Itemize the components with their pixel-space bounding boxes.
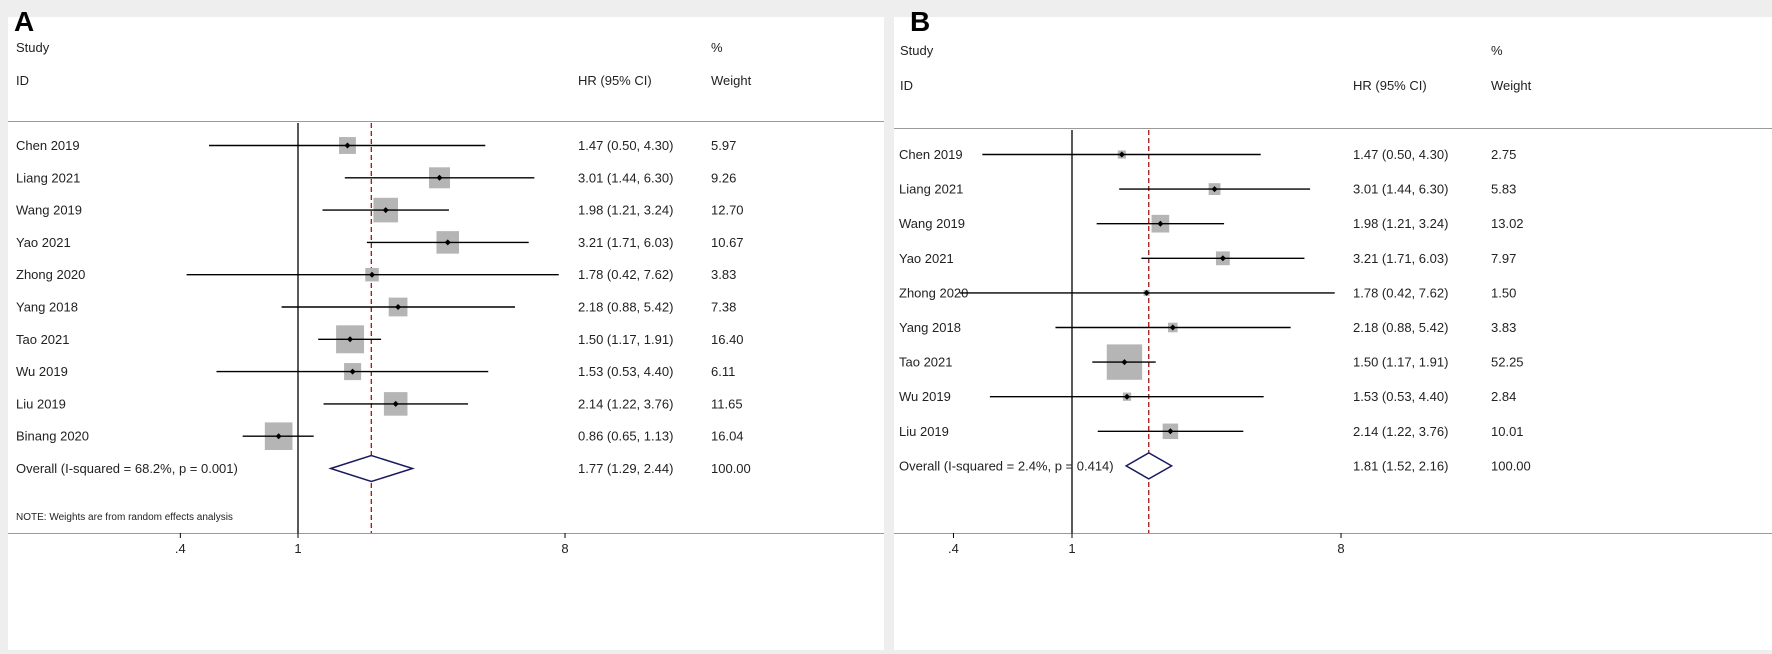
overall-hr-ci: 1.81 (1.52, 2.16) — [1353, 458, 1449, 474]
study-label: Zhong 2020 — [16, 267, 86, 283]
study-label: Liang 2021 — [16, 170, 81, 186]
hr-ci-value: 3.21 (1.71, 6.03) — [1353, 250, 1449, 266]
study-label: Wu 2019 — [16, 364, 68, 380]
x-tick-label: 1 — [1068, 541, 1076, 556]
weight-value: 16.40 — [711, 331, 744, 347]
weight-value: 11.65 — [711, 396, 743, 412]
header-id: ID — [900, 78, 913, 93]
hr-ci-value: 3.21 (1.71, 6.03) — [578, 234, 674, 250]
hr-ci-value: 3.01 (1.44, 6.30) — [1353, 181, 1449, 197]
hr-ci-value: 1.50 (1.17, 1.91) — [578, 331, 674, 347]
weight-value: 3.83 — [1491, 320, 1517, 335]
study-label: Yang 2018 — [899, 320, 961, 335]
study-label: Liu 2019 — [899, 423, 949, 439]
hr-ci-value: 1.47 (0.50, 4.30) — [1353, 147, 1449, 162]
overall-label: Overall (I-squared = 68.2%, p = 0.001) — [16, 461, 238, 476]
hr-ci-value: 2.18 (0.88, 5.42) — [578, 299, 674, 315]
weight-value: 5.97 — [711, 138, 737, 153]
weight-value: 1.50 — [1491, 285, 1517, 301]
study-label: Chen 2019 — [899, 147, 963, 162]
forest-plot-b — [886, 0, 1772, 654]
plot-area-a — [0, 0, 884, 654]
header-study: Study — [900, 43, 934, 58]
weight-value: 2.75 — [1491, 147, 1517, 162]
header-pct: % — [711, 40, 723, 55]
x-tick-label: .4 — [174, 541, 186, 556]
hr-ci-value: 1.53 (0.53, 4.40) — [578, 364, 674, 380]
hr-ci-value: 1.50 (1.17, 1.91) — [1353, 354, 1449, 370]
weight-value: 10.67 — [711, 234, 744, 250]
weight-value: 2.84 — [1491, 389, 1517, 405]
header-weight: Weight — [1491, 78, 1532, 93]
weight-value: 5.83 — [1491, 181, 1517, 197]
overall-weight: 100.00 — [711, 461, 751, 476]
study-label: Chen 2019 — [16, 138, 80, 153]
hr-ci-value: 2.14 (1.22, 3.76) — [1353, 423, 1449, 439]
header-hr: HR (95% CI) — [1353, 78, 1427, 93]
header-study: Study — [16, 40, 50, 55]
study-label: Wang 2019 — [899, 216, 966, 232]
header-weight: Weight — [711, 73, 752, 88]
overall-label: Overall (I-squared = 2.4%, p = 0.414) — [899, 458, 1114, 474]
study-label: Yao 2021 — [899, 250, 954, 266]
study-label: Liu 2019 — [16, 396, 66, 412]
header-pct: % — [1491, 43, 1503, 58]
study-label: Yao 2021 — [16, 234, 71, 250]
hr-ci-value: 0.86 (0.65, 1.13) — [578, 428, 674, 444]
weight-value: 52.25 — [1491, 354, 1524, 370]
weight-value: 3.83 — [711, 267, 737, 283]
x-tick-label: .4 — [948, 541, 959, 556]
overall-hr-ci: 1.77 (1.29, 2.44) — [578, 461, 674, 476]
weight-value: 7.38 — [711, 299, 737, 315]
panel-label-b: B — [910, 6, 931, 37]
weight-value: 9.26 — [711, 170, 737, 186]
note-text: NOTE: Weights are from random effects analysis — [16, 512, 233, 523]
study-label: Tao 2021 — [16, 331, 70, 347]
hr-ci-value: 2.18 (0.88, 5.42) — [1353, 320, 1449, 335]
study-label: Wang 2019 — [16, 202, 83, 218]
weight-value: 10.01 — [1491, 423, 1524, 439]
hr-ci-value: 1.98 (1.21, 3.24) — [1353, 216, 1449, 232]
header-hr: HR (95% CI) — [578, 73, 652, 88]
forest-plot-a — [0, 0, 884, 654]
weight-value: 12.70 — [711, 202, 744, 218]
overall-diamond — [331, 456, 413, 482]
study-label: Wu 2019 — [899, 389, 951, 405]
weight-value: 13.02 — [1491, 216, 1524, 232]
overall-weight: 100.00 — [1491, 458, 1531, 474]
hr-ci-value: 1.47 (0.50, 4.30) — [578, 138, 674, 153]
plot-area-b — [886, 0, 1772, 654]
weight-value: 6.11 — [711, 364, 736, 380]
panel-label-a: A — [14, 6, 35, 37]
hr-ci-value: 1.78 (0.42, 7.62) — [1353, 285, 1449, 301]
study-label: Binang 2020 — [16, 428, 90, 444]
hr-ci-value: 3.01 (1.44, 6.30) — [578, 170, 674, 186]
study-label: Liang 2021 — [899, 181, 964, 197]
hr-ci-value: 1.53 (0.53, 4.40) — [1353, 389, 1449, 405]
hr-ci-value: 1.98 (1.21, 3.24) — [578, 202, 674, 218]
study-label: Zhong 2020 — [899, 285, 969, 301]
x-tick-label: 1 — [294, 541, 302, 556]
weight-value: 7.97 — [1491, 250, 1517, 266]
x-tick-label: 8 — [1337, 541, 1345, 556]
study-label: Yang 2018 — [16, 299, 78, 315]
hr-ci-value: 2.14 (1.22, 3.76) — [578, 396, 674, 412]
hr-ci-value: 1.78 (0.42, 7.62) — [578, 267, 674, 283]
weight-value: 16.04 — [711, 428, 744, 444]
study-label: Tao 2021 — [899, 354, 953, 370]
x-tick-label: 8 — [561, 541, 569, 556]
overall-diamond — [1126, 453, 1171, 479]
header-id: ID — [16, 73, 29, 88]
